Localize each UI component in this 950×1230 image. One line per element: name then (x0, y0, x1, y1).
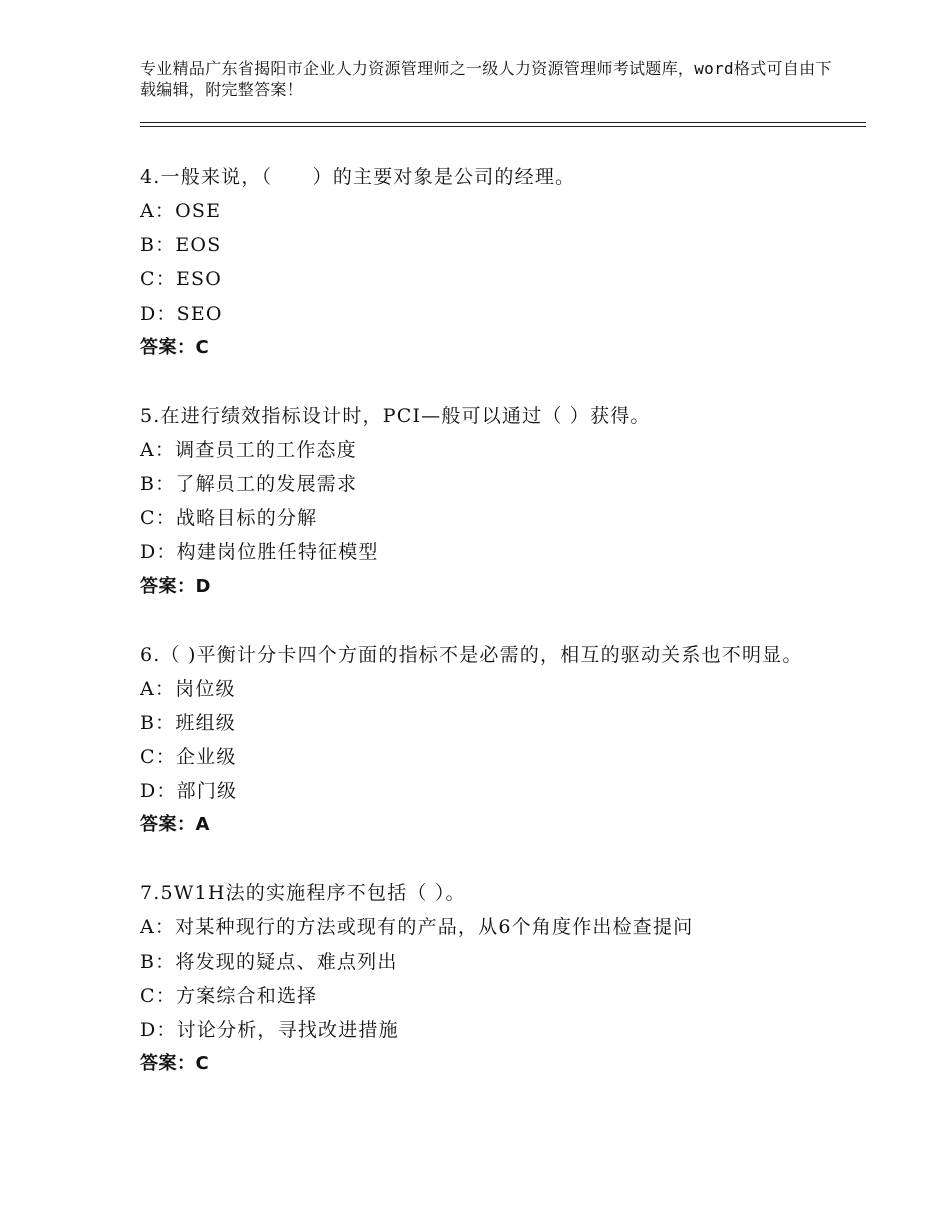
question-4 (140, 160, 820, 365)
option-c: C：ESO (140, 268, 223, 291)
answer-line: 答案：A (140, 814, 210, 836)
option-b: B：了解员工的发展需求 (140, 473, 358, 496)
answer-line: 答案：D (140, 575, 211, 597)
question-5 (140, 399, 820, 604)
option-b: B：EOS (140, 234, 222, 257)
option-d: D：部门级 (140, 780, 238, 803)
document-header: 专业精品广东省揭阳市企业人力资源管理师之一级人力资源管理师考试题库，word格式可自由下载编辑，附完整答案！ (140, 59, 832, 99)
question-7 (140, 876, 820, 1081)
option-a: A：调查员工的工作态度 (140, 438, 357, 461)
option-a: A：对某种现行的方法或现有的产品，从6个角度作出检查提问 (140, 916, 694, 939)
option-a: A：岗位级 (140, 677, 236, 700)
option-d: D：构建岗位胜任特征模型 (140, 541, 379, 564)
option-c: C：战略目标的分解 (140, 507, 318, 530)
option-c: C：企业级 (140, 746, 237, 769)
option-d: D：讨论分析，寻找改进措施 (140, 1019, 399, 1042)
answer-line: 答案：C (140, 336, 210, 358)
question-list (140, 160, 820, 1115)
option-b: B：将发现的疑点、难点列出 (140, 950, 398, 973)
option-b: B：班组级 (140, 711, 236, 734)
option-c: C：方案综合和选择 (140, 984, 318, 1007)
option-a: A：OSE (140, 200, 222, 222)
question-stem: 6.（ )平衡计分卡四个方面的指标不是必需的，相互的驱动关系也不明显。 (140, 643, 803, 666)
question-stem: 7.5W1H法的实施程序不包括（ ）。 (140, 882, 466, 905)
answer-line: 答案：C (140, 1053, 210, 1075)
header-divider (140, 122, 866, 123)
question-stem: 4.一般来说，（ ）的主要对象是公司的经理。 (140, 166, 576, 188)
question-6 (140, 638, 820, 843)
question-stem: 5.在进行绩效指标设计时，PCI—般可以通过（ ）获得。 (140, 404, 651, 427)
option-d: D：SEO (140, 302, 223, 325)
header-divider-secondary (140, 126, 866, 127)
